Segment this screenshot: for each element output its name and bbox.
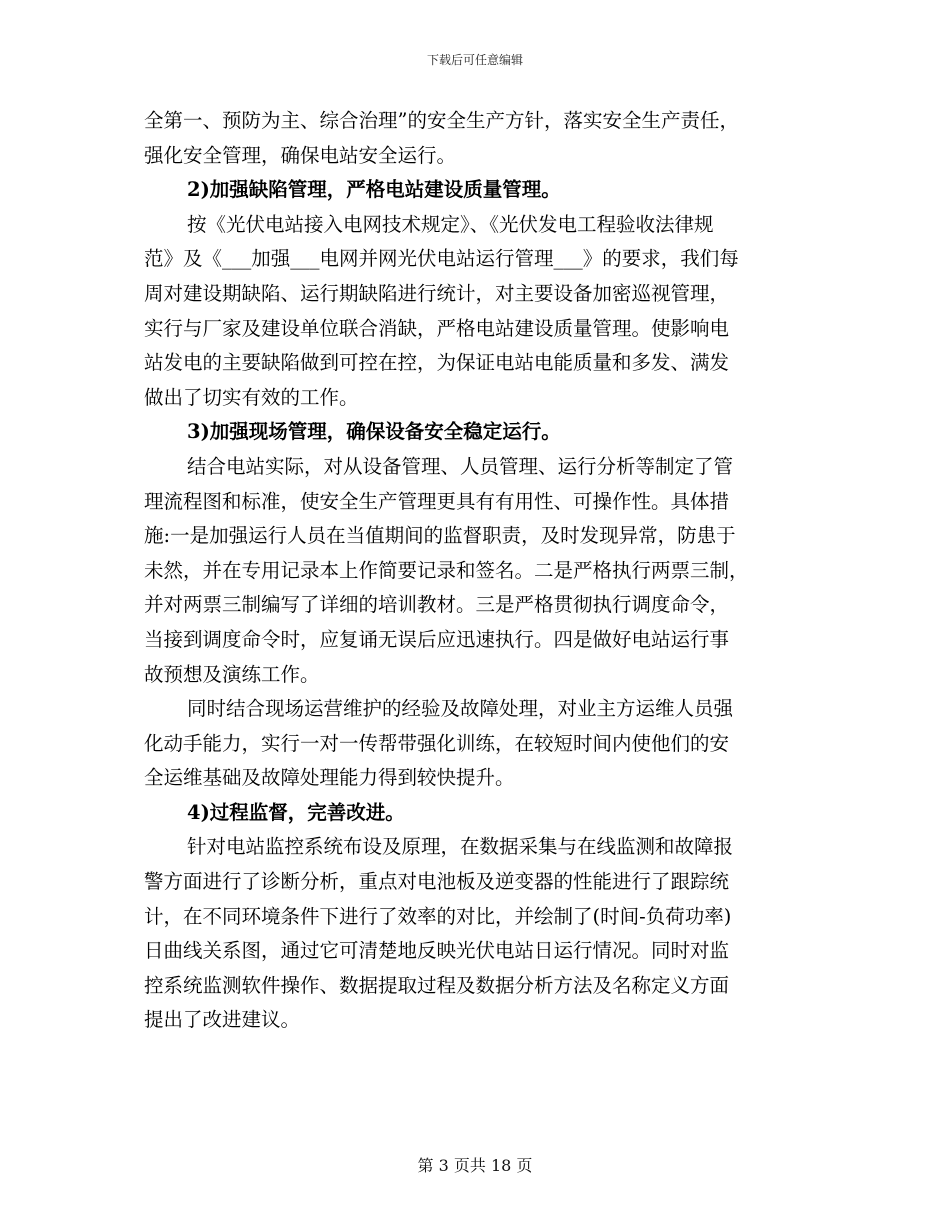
paragraph-line: 全第一、预防为主、综合治理”的安全生产方针，落实安全生产责任， <box>144 109 739 132</box>
document-body <box>144 104 804 1038</box>
paragraph-line: 提出了改进建议。 <box>144 1008 301 1032</box>
paragraph-line: 控系统监测软件操作、数据提取过程及数据分析方法及名称定义方面 <box>144 973 730 997</box>
section-heading: 4)过程监督，完善改进。 <box>187 800 405 824</box>
page-header: 下载后可任意编辑 <box>426 53 523 67</box>
paragraph-line: 站发电的主要缺陷做到可控在控，为保证电站电能质量和多发、满发 <box>144 351 730 375</box>
paragraph-line: 强化安全管理，确保电站安全运行。 <box>144 143 457 167</box>
paragraph-line: 未然，并在专用记录本上作简要记录和签名。二是严格执行两票三制， <box>144 558 749 582</box>
paragraph-line: 理流程图和标准，使安全生产管理更具有有用性、可操作性。具体措 <box>144 489 730 513</box>
paragraph-line: 故预想及演练工作。 <box>144 662 320 686</box>
paragraph-line: 计，在不同环境条件下进行了效率的对比，并绘制了(时间-负荷功率) <box>144 904 732 928</box>
paragraph-line: 周对建设期缺陷、运行期缺陷进行统计，对主要设备加密巡视管理， <box>144 281 730 305</box>
paragraph-line: 针对电站监控系统布设及原理，在数据采集与在线监测和故障报 <box>187 835 734 859</box>
paragraph-line: 做出了切实有效的工作。 <box>144 385 359 409</box>
paragraph-line: 当接到调度命令时，应复诵无误后应迅速执行。四是做好电站运行事 <box>144 627 730 651</box>
paragraph-line: 范》及《___加强___电网并网光伏电站运行管理___》的要求，我们每 <box>144 247 739 271</box>
paragraph-line: 实行与厂家及建设单位联合消缺，严格电站建设质量管理。使影响电 <box>144 316 730 340</box>
paragraph-line: 施:一是加强运行人员在当值期间的监督职责，及时发现异常，防患于 <box>144 524 736 548</box>
section-heading: 3)加强现场管理，确保设备安全稳定运行。 <box>187 420 561 444</box>
paragraph-line: 警方面进行了诊断分析，重点对电池板及逆变器的性能进行了跟踪统 <box>144 870 730 894</box>
page-footer: 第 3 页共 18 页 <box>417 1156 533 1175</box>
paragraph-line: 化动手能力，实行一对一传帮带强化训练，在较短时间内使他们的安 <box>144 731 730 755</box>
paragraph-line: 日曲线关系图，通过它可清楚地反映光伏电站日运行情况。同时对监 <box>144 939 730 963</box>
paragraph-line: 结合电站实际，对从设备管理、人员管理、运行分析等制定了管 <box>187 454 734 478</box>
section-heading: 2)加强缺陷管理，严格电站建设质量管理。 <box>187 178 561 202</box>
paragraph-line: 并对两票三制编写了详细的培训教材。三是严格贯彻执行调度命令， <box>144 593 730 617</box>
paragraph-line: 同时结合现场运营维护的经验及故障处理，对业主方运维人员强 <box>187 697 734 721</box>
paragraph-line: 按《光伏电站接入电网技术规定》、《光伏发电工程验收法律规 <box>187 212 714 236</box>
paragraph-line: 全运维基础及故障处理能力得到较快提升。 <box>144 766 515 790</box>
